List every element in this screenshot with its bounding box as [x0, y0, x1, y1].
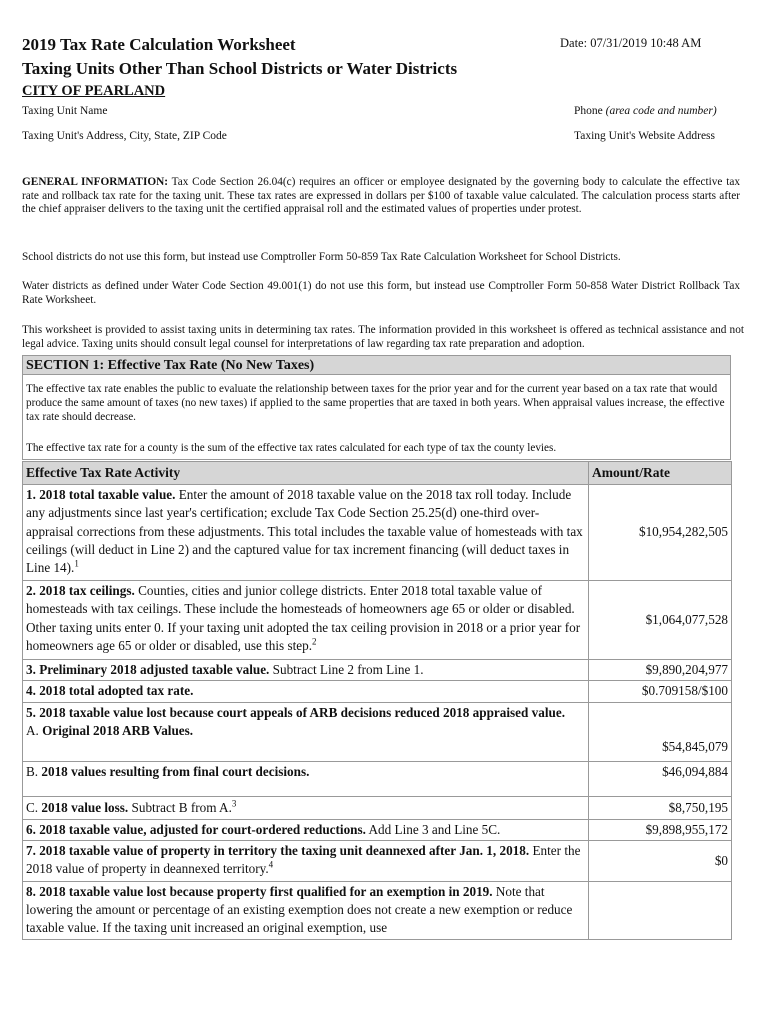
line-6-desc	[23, 819, 589, 840]
line-7-amount: $0	[589, 840, 732, 881]
line-4-label: 4. 2018 total adopted tax rate.	[26, 683, 194, 699]
phone-label	[574, 105, 717, 117]
line-5a-prefix: A.	[26, 722, 43, 738]
taxing-unit-name: CITY OF PEARLAND	[22, 83, 166, 99]
section-1-intro	[22, 375, 731, 460]
line-6-label: 6. 2018 taxable value, adjusted for court-ordered reductions.	[26, 821, 366, 837]
table-header-row	[23, 462, 732, 485]
line-1-desc	[23, 485, 589, 581]
address-label: Taxing Unit's Address, City, State, ZIP Code	[22, 130, 227, 142]
line-5c-footnote: 3	[231, 798, 237, 809]
line-5b-desc	[23, 761, 589, 796]
effective-tax-rate-table	[22, 461, 732, 940]
line-5b-amount: $46,094,884	[589, 761, 732, 796]
col-activity-header: Effective Tax Rate Activity	[23, 462, 589, 485]
table-row	[23, 485, 732, 581]
section-1-intro-p1: The effective tax rate enables the public to evaluate the relationship between taxes for the prior year and for the current year based on a tax rate that would produce the same amount of taxes (no new taxes) if applied to the same properties that are taxed in both years. When appraisal values increase, the effective tax rate should decrease.	[26, 383, 725, 423]
line-1-amount: $10,954,282,505	[589, 485, 732, 581]
line-1-footnote: 1	[74, 558, 79, 569]
line-5c-amount: $8,750,195	[589, 796, 732, 819]
line-8-text: Note that lowering the amount or percentage of an existing exemption does not create a new exemption or reduce taxable value. If the taxing unit increased an original exemption, use	[26, 883, 573, 936]
line-3-amount: $9,890,204,977	[589, 660, 732, 681]
website-label: Taxing Unit's Website Address	[574, 130, 715, 142]
line-7-label: 7. 2018 taxable value of property in territory the taxing unit deannexed after Jan. 1, 2018.	[26, 842, 530, 858]
unit-name-label: Taxing Unit Name	[22, 105, 108, 117]
general-info-text: Tax Code Section 26.04(c) requires an officer or employee designated by the governing body to calculate the effective tax rate and rollback tax rate for the taxing unit. These tax rates are expressed in dollars per $100 of taxable value calculated. The calculation process starts after the chief appraiser delivers to the taxing unit the certified appraisal roll and the estimated values of properties under protest.	[22, 176, 740, 216]
line-2-text: Counties, cities and junior college districts. Enter 2018 total taxable value of homesteads with tax ceilings. These include the homesteads of homeowners age 65 or older or disabled. Other taxing units enter 0. If your taxing unit adopted the tax ceiling provision in 2018 or a prior year for homeowners age 65 or older or disabled, use this step.	[26, 583, 581, 653]
line-5c-text: Subtract B from A.	[128, 800, 232, 816]
line-2-desc	[23, 581, 589, 660]
line-5c-prefix: C.	[26, 800, 42, 816]
line-2-amount: $1,064,077,528	[589, 581, 732, 660]
table-row	[23, 761, 732, 796]
line-7-text: Enter the 2018 value of property in deannexed territory.	[26, 842, 581, 877]
section-1-intro-p2: The effective tax rate for a county is the sum of the effective tax rates calculated for each type of tax the county levies.	[26, 442, 557, 454]
worksheet-subtitle: Taxing Units Other Than School Districts or Water Districts	[22, 59, 458, 78]
general-info-label: GENERAL INFORMATION:	[22, 176, 169, 188]
line-5a-amount: $54,845,079	[589, 702, 732, 761]
line-3-text: Subtract Line 2 from Line 1.	[269, 662, 424, 677]
line-5-label: 5. 2018 taxable value lost because court appeals of ARB decisions reduced 2018 appraised value.	[26, 704, 565, 720]
phone-hint: (area code and number)	[605, 105, 717, 117]
general-info-p1	[22, 176, 740, 217]
worksheet-date: Date: 07/31/2019 10:48 AM	[560, 36, 702, 50]
line-1-label: 1. 2018 total taxable value.	[26, 487, 176, 502]
line-3-label: 3. Preliminary 2018 adjusted taxable value.	[26, 662, 270, 677]
line-5-desc	[23, 702, 589, 761]
line-7-desc	[23, 840, 589, 881]
table-row	[23, 702, 732, 761]
line-4-amount: $0.709158/$100	[589, 681, 732, 702]
general-info-p3: Water districts as defined under Water Code Section 49.001(1) do not use this form, but instead use Comptroller Form 50-858 Water District Rollback Tax Rate Worksheet.	[22, 280, 740, 306]
line-8-desc	[23, 881, 589, 939]
line-5b-prefix: B.	[26, 763, 42, 779]
worksheet-title: 2019 Tax Rate Calculation Worksheet	[22, 35, 296, 54]
line-4-desc	[23, 681, 589, 702]
table-row	[23, 819, 732, 840]
line-6-amount: $9,898,955,172	[589, 819, 732, 840]
line-8-label: 8. 2018 taxable value lost because property first qualified for an exemption in 2019.	[26, 883, 493, 899]
line-6-text: Add Line 3 and Line 5C.	[365, 821, 501, 837]
col-amount-header: Amount/Rate	[589, 462, 732, 485]
line-5c-label: 2018 value loss.	[41, 800, 129, 816]
line-2-label: 2. 2018 tax ceilings.	[26, 583, 135, 598]
general-info-p4: This worksheet is provided to assist taxing units in determining tax rates. The information provided in this worksheet is offered as technical assistance and not legal advice. Taxing units should consult legal counsel for interpretations of law regarding tax rate preparation and adoption.	[22, 324, 744, 350]
table-row	[23, 840, 732, 881]
line-8-amount	[589, 881, 732, 939]
table-row	[23, 660, 732, 681]
table-row	[23, 796, 732, 819]
line-5b-label: 2018 values resulting from final court decisions.	[41, 763, 310, 779]
line-5a-label: Original 2018 ARB Values.	[42, 722, 194, 738]
table-row	[23, 681, 732, 702]
line-5c-desc	[23, 796, 589, 819]
section-1-title: SECTION 1: Effective Tax Rate (No New Taxes)	[22, 355, 731, 375]
line-7-footnote: 4	[268, 859, 274, 870]
table-row	[23, 881, 732, 939]
general-info-p2: School districts do not use this form, but instead use Comptroller Form 50-859 Tax Rate Calculation Worksheet for School Districts.	[22, 251, 621, 263]
line-3-desc	[23, 660, 589, 681]
line-2-footnote: 2	[312, 636, 317, 647]
phone-label-text: Phone	[574, 105, 603, 117]
table-row	[23, 581, 732, 660]
line-1-text: Enter the amount of 2018 taxable value on the 2018 tax roll today. Include any adjustments since last year's certification; exclude Tax Code Section 25.25(d) one-third over-appraisal corrections from these adjustments. This total includes the taxable value of homesteads with tax ceilings (will deduct in Line 2) and the captured value for tax increment financing (will deduct taxes in Line 14).	[26, 487, 583, 576]
